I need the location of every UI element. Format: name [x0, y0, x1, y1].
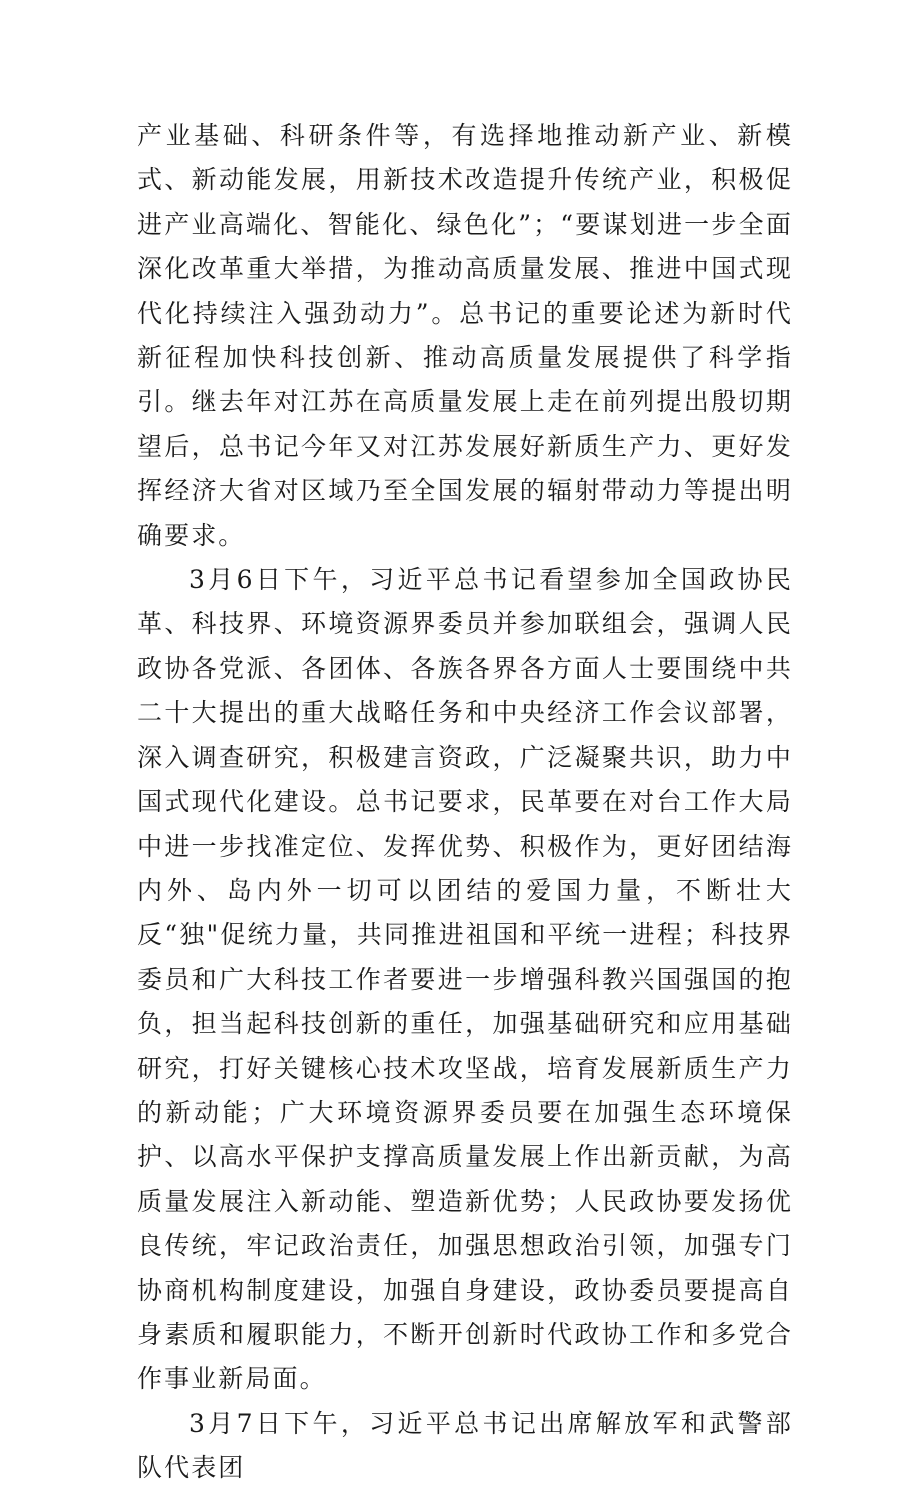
paragraph-continued: 产业基础、科研条件等，有选择地推动新产业、新模式、新动能发展，用新技术改造提升传统产业，积极促进产业高端化、智能化、绿色化”；“要谋划进一步全面深化改革重大举措，为推动高质量发展、推进中国式现代化持续注入强劲动力”。总书记的重要论述为新时代新征程加快科技创新、推动高质量发展提供了科学指引。继去年对江苏在高质量发展上走在前列提出殷切期望后，总书记今年又对江苏发展好新质生产力、更好发挥经济大省对区域乃至全国发展的辐射带动力等提出明确要求。 [137, 121, 793, 550]
paragraph-march-6: 3月6日下午，习近平总书记看望参加全国政协民革、科技界、环境资源界委员并参加联组会，强调人民政协各党派、各团体、各族各界各方面人士要围绕中共二十大提出的重大战略任务和中央经济工作会议部署，深入调查研究，积极建言资政，广泛凝聚共识，助力中国式现代化建设。总书记要求，民革要在对台工作大局中进一步找准定位、发挥优势、积极作为，更好团结海内外、岛内外一切可以团结的爱国力量，不断壮大反“独"促统力量，共同推进祖国和平统一进程；科技界委员和广大科技工作者要进一步增强科教兴国强国的抱负，担当起科技创新的重任，加强基础研究和应用基础研究，打好关键核心技术攻坚战，培育发展新质生产力的新动能；广大环境资源界委员要在加强生态环境保护、以高水平保护支撑高质量发展上作出新贡献，为高质量发展注入新动能、塑造新优势；人民政协要发扬优良传统，牢记政治责任，加强思想政治引领，加强专门协商机构制度建设，加强自身建设，政协委员要提高自身素质和履职能力，不断开创新时代政协工作和多党合作事业新局面。 [137, 565, 793, 1394]
document-body [137, 114, 793, 1491]
paragraph-march-7: 3月7日下午，习近平总书记出席解放军和武警部队代表团 [137, 1408, 793, 1483]
